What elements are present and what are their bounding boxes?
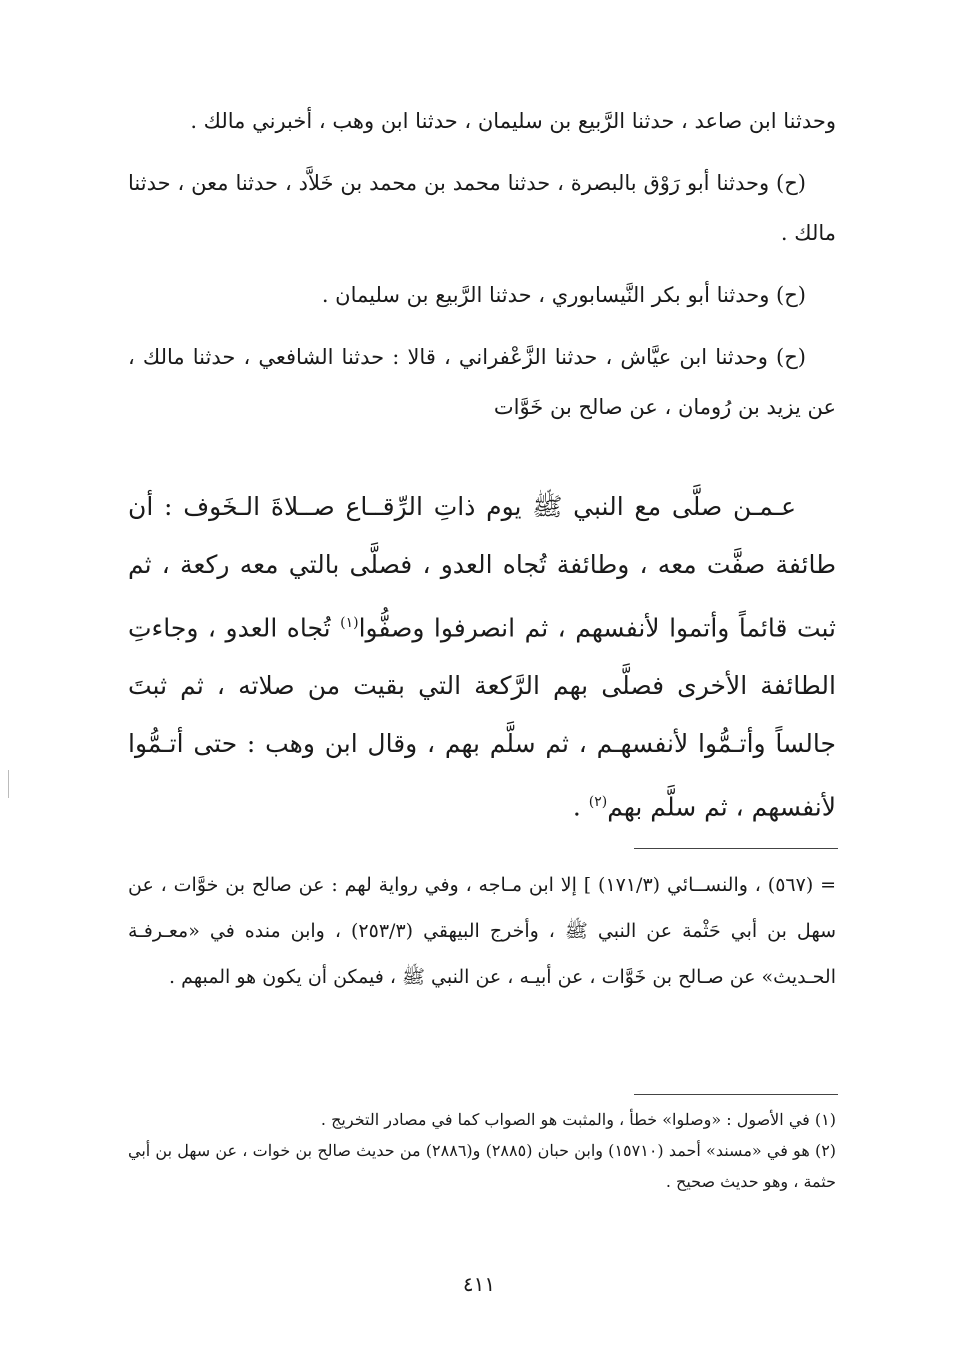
isnad-line: (ح) وحدثنا ابن عيَّاش ، حدثنا الزَّعْفراني ، قالا : حدثنا الشافعي ، حدثنا مالك ، عن يزيد بن رُومان ، عن صالح بن خَوَّات [128,345,836,419]
footnote-ref-1: (١) [340,615,359,631]
page-number: ٤١١ [462,1272,496,1296]
footnotes-section [128,1104,836,1197]
continued-footnote-text: = (٥٦٧) ، والنســائي (١٧١/٣) ] إلا ابن مـاجه ، وفي رواية لهم : عن صالح بن خوَّات ، عن سهل بن أبي حَثْمة عن النبي ﷺ ، وأخرج البيهقي (٢٥٣/٣) ، وابن منده في «معـرفـة الحـديث» عن صـالح بن خَوَّات ، عن أبيـه ، عن النبي ﷺ ، فيمكن أن يكون هو المبهم . [128,874,837,988]
hadith-text [128,478,836,837]
isnad-line: (ح) وحدثنا أبو رَوْق بالبصرة ، حدثنا محمد بن محمد بن خَلاَّد ، حدثنا معن ، حدثنا مالك . [128,171,836,245]
hadith-text-part: تُجاه العدو ، وجاءتِ الطائفة الأخرى فصلَّى بهم الرَّكعة التي بقيت من صلاته ، ثم ثبتَ جالساً وأتـمُّوا لأنفسهـم ، ثم سلَّم بهم ، وقال ابن وهب : حتى أتـمُّوا لأنفسهم ، ثم سلَّم بهم [128,613,836,822]
footnote-separator [634,1094,838,1095]
footnote-ref-2: (٢) [588,794,608,811]
scan-edge-mark [8,770,9,798]
hadith-text-end: . [572,792,589,822]
footnote-2: (٢) هو في «مسند» أحمد (١٥٧١٠) وابن حبان (٢٨٨٥) و(٢٨٨٦) من حديث صالح بن خوات ، عن سهل بن أبي حثمة ، وهو حديث صحيح . [128,1141,837,1191]
isnad-section [128,96,836,444]
continued-footnote [128,862,836,1000]
footnote-separator [634,848,838,849]
hadith-text-part: عـمـن صلَّى مع النبي ﷺ يوم ذاتِ الرِّقــاع صــلاةَ الـخَوف : أن طائفة صفَّت معه ، وطائفة تُجاه العدو ، فصلَّى بالتي معه ركعة ، ثم ثبت قائماً وأتموا لأنفسهم ، ثم انصرفوا وصفُّوا [128,492,836,643]
isnad-line: وحدثنا ابن صاعد ، حدثنا الرَّبيع بن سليمان ، حدثنا ابن وهب ، أخبرني مالك . [190,109,836,133]
footnote-1: (١) في الأصول : «وصلوا» خطأ ، والمثبت هو الصواب كما في مصادر التخريج . [320,1110,836,1129]
isnad-line: (ح) وحدثنا أبو بكر النَّيسابوري ، حدثنا الرَّبيع بن سليمان . [321,283,806,307]
hadith-paragraph [128,478,836,837]
